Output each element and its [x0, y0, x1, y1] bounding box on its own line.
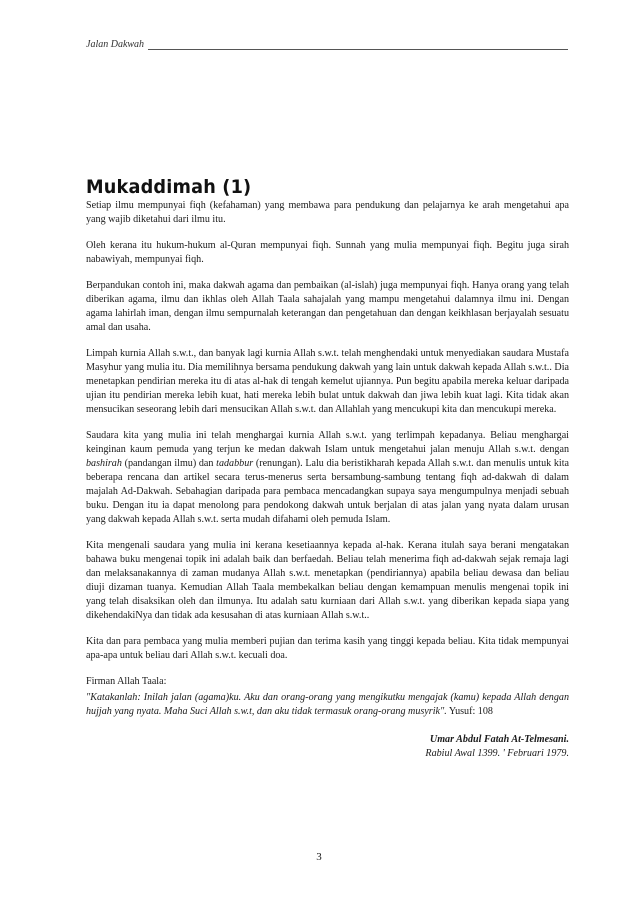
- quote-text: "Katakanlah: Inilah jalan (agama)ku. Aku dan orang-orang yang mengikutku mengajak (kamu) kepada Allah dengan hujjah yang nyata. Maha Suci Allah s.w.t, dan aku tidak termasuk orang-orang musyrik".: [86, 692, 569, 717]
- signature-date: Rabiul Awal 1399. ' Februari 1979.: [425, 748, 569, 759]
- firman-label: Firman Allah Taala:: [86, 676, 167, 687]
- paragraph-4: Limpah kurnia Allah s.w.t., dan banyak lagi kurnia Allah s.w.t. telah menghendaki untuk menyediakan saudara Mustafa Masyhur yang mulia itu. Dia memilihnya bersama pendukung dakwah yang lain untuk dakwah kepada Allah s.w.t.. Dia menetapkan pendirian mereka itu di atas al-hak di tengah kemelut ujiannya. Pun begitu apabila mereka keluar daripada ujian itu pendirian mereka lebih kuat, hati mereka lebih bulat untuk dakwah dan jiwa lebih kuat lagi. Kita tidak akan mensucikan seseorang lebih dari mensucikan Allah s.w.t. dan Allahlah yang mencukupi kita dan mencukupi mereka.: [86, 348, 569, 415]
- header-rule: [148, 49, 568, 50]
- paragraph-5: [86, 429, 569, 527]
- paragraph-5-text-c: (pandangan ilmu) dan: [121, 458, 217, 469]
- quote-reference: Yusuf: 108: [446, 706, 493, 717]
- paragraph-7: Kita dan para pembaca yang mulia memberi pujian dan terima kasih yang tinggi kepada beliau. Kita tidak mempunyai apa-apa untuk beliau dari Allah s.w.t. kecuali doa.: [86, 636, 569, 661]
- running-header-title: Jalan Dakwah: [86, 39, 145, 50]
- paragraph-1: Setiap ilmu mempunyai fiqh (kefahaman) yang membawa para pendukung dan pelajarnya ke arah mengetahui apa yang wajib diketahui dari ilmu itu.: [86, 200, 569, 225]
- paragraph-2: Oleh kerana itu hukum-hukum al-Quran mempunyai fiqh. Sunnah yang mulia mempunyai fiqh. Begitu juga sirah nabawiyah, mempunyai fiqh.: [86, 240, 569, 265]
- paragraph-5-text-e: (renungan). Lalu dia beristikharah kepada Allah s.w.t. dan menulis untuk kita beberapa rencana dan artikel secara terus-menerus serta bersambung-sambung tentang fiqh ad-dakwah di dalam majalah Ad-Dakwah. Sebahagian daripada para pembaca mencadangkan supaya saya mengumpulnya menjadi sebuah buku. Dengan itu ia dapat menolong para pendokong dakwah untuk berjalan di atas jalan yang nyata dalam urusan yang dakwah kepada Allah s.w.t. serta mudah difahami oleh pemuda Islam.: [86, 458, 569, 525]
- term-bashirah: bashirah: [86, 458, 122, 469]
- body-text: [86, 199, 569, 761]
- signature-author: Umar Abdul Fatah At-Telmesani.: [429, 734, 569, 745]
- quran-quote: [86, 691, 569, 719]
- page-title: Mukaddimah (1): [86, 176, 252, 198]
- term-tadabbur: tadabbur: [216, 458, 254, 469]
- paragraph-3: Berpandukan contoh ini, maka dakwah agama dan pembaikan (al-islah) juga mempunyai fiqh. Hanya orang yang telah diberikan agama, ilmu dan ikhlas oleh Allah Taala sahajalah yang mampu mengetahui dalamnya ilmu ini. Dengan agama lahirlah iman, dengan ilmu sempurnalah keterangan dan pengetahuan dan dengan keikhlasan berjayalah sesuatu amal dan usaha.: [86, 280, 569, 333]
- page-number: 3: [316, 851, 322, 863]
- signature-block: [86, 733, 569, 761]
- paragraph-5-text-a: Saudara kita yang mulia ini telah menghargai kurnia Allah s.w.t. yang terlimpah kepadanya. Beliau menghargai keinginan kaum pemuda yang terjun ke medan dakwah Islam untuk mengetahui jalan menuju Allah s.w.t. dengan: [86, 430, 569, 455]
- paragraph-6: Kita mengenali saudara yang mulia ini kerana kesetiaannya kepada al-hak. Kerana itulah saya berani mengatakan bahawa buku mengenai topik ini adalah baik dan berfaedah. Beliau telah menerima fiqh ad-dakwah sejak remaja lagi dan melaksanakannya di zaman mudanya Allah s.w.t. menetapkan (pendiriannya) apabila beliau dewasa dan beliau diuji dizaman tuanya. Kemudian Allah Taala membekalkan beliau dengan kemampuan menulis mengenai topik ini yang telah disaksikan oleh dan ilmunya. Itu adalah satu kurniaan dari Allah s.w.t. yang diberikan kepada siapa yang dikehendakiNya dan tidak ada kesusahan di atas kurniaan Allah s.w.t..: [86, 540, 569, 621]
